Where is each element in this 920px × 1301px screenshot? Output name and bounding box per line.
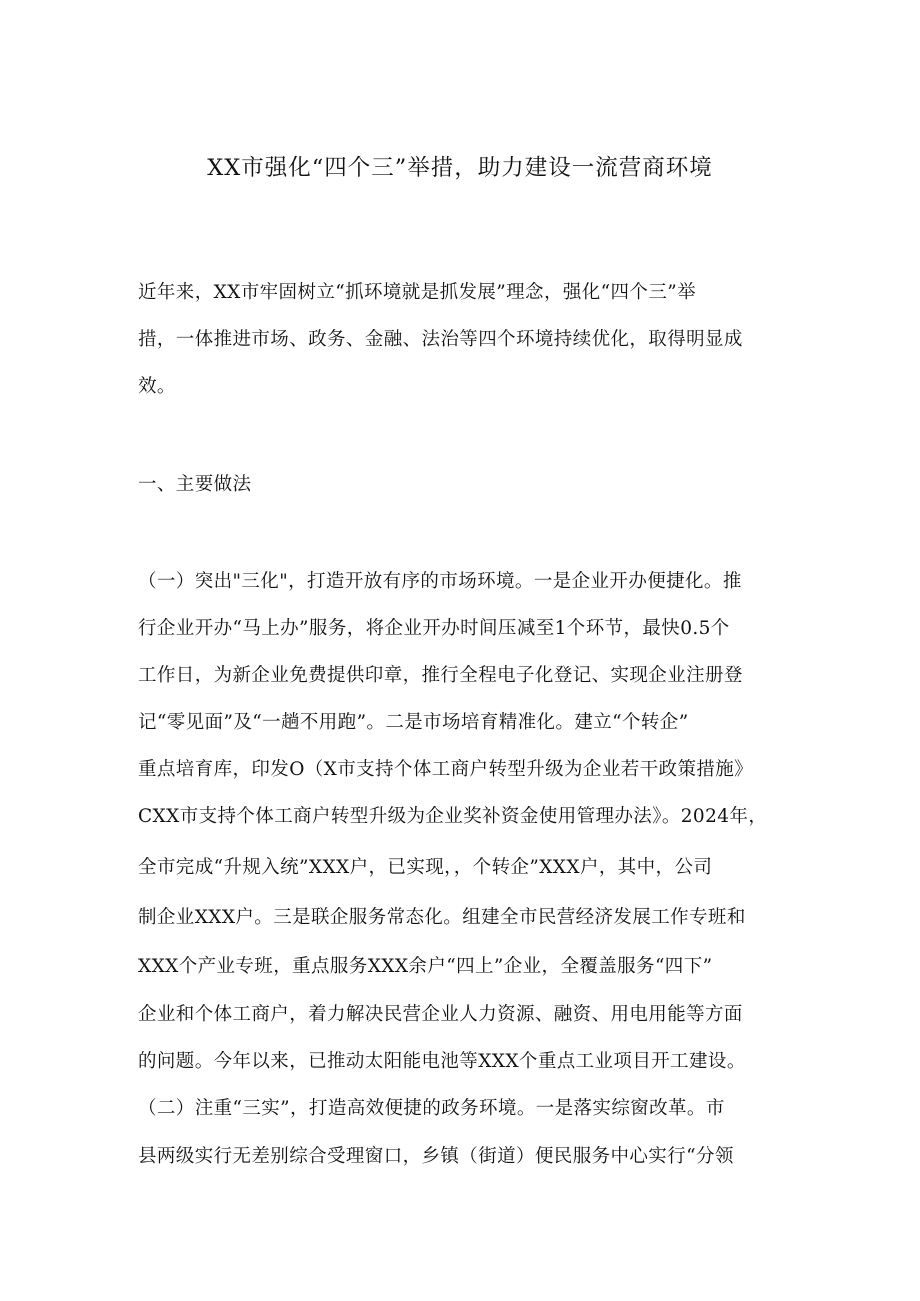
- body-line: 企业和个体工商户，着力解决民营企业人力资源、融资、用电用能等方面: [138, 1004, 743, 1025]
- body-line: 记“零见面”及“一趟不用跑”。二是市场培育精准化。建立“个转企”: [138, 712, 689, 733]
- body-line: 县两级实行无差别综合受理窗口，乡镇（街道）便民服务中心实行“分领: [138, 1146, 734, 1167]
- intro-line: 措，一体推进市场、政务、金融、法治等四个环境持续优化，取得明显成: [138, 329, 743, 350]
- body-line: （二）注重“三实”，打造高效便捷的政务环境。一是落实综窗改革。市: [138, 1098, 725, 1119]
- intro-line: 近年来，XX市牢固树立“抓环境就是抓发展”理念，强化“四个三”举: [138, 282, 696, 303]
- body-line: 行企业开办“马上办”服务，将企业开办时间压减至1个环节，最快0.5个: [138, 618, 730, 639]
- body-line: CXX市支持个体工商户转型升级为企业奖补资金使用管理办法》。2024年，: [138, 806, 768, 827]
- body-line: 的问题。今年以来，已推动太阳能电池等XXX个重点工业项目开工建设。: [138, 1051, 746, 1072]
- body-line: 制企业XXX户。三是联企服务常态化。组建全市民营经济发展工作专班和: [138, 907, 746, 928]
- body-line: （一）突出"三化"，打造开放有序的市场环境。一是企业开办便捷化。推: [138, 571, 742, 592]
- body-line: XXX个产业专班，重点服务XXX余户“四上”企业，全覆盖服务“四下”: [138, 956, 713, 977]
- document-title: XX市强化“四个三”举措，助力建设一流营商环境: [207, 155, 713, 181]
- section-heading: 一、主要做法: [138, 474, 252, 495]
- intro-line: 效。: [138, 376, 176, 397]
- body-line: 工作日，为新企业免费提供印章，推行全程电子化登记、实现企业注册登: [138, 665, 743, 686]
- body-line: 重点培育库，印发O（X市支持个体工商户转型升级为企业若干政策措施》: [138, 759, 754, 780]
- body-line: 全市完成“升规入统”XXX户，已实现，，个转企”XXX户，其中，公司: [138, 857, 713, 878]
